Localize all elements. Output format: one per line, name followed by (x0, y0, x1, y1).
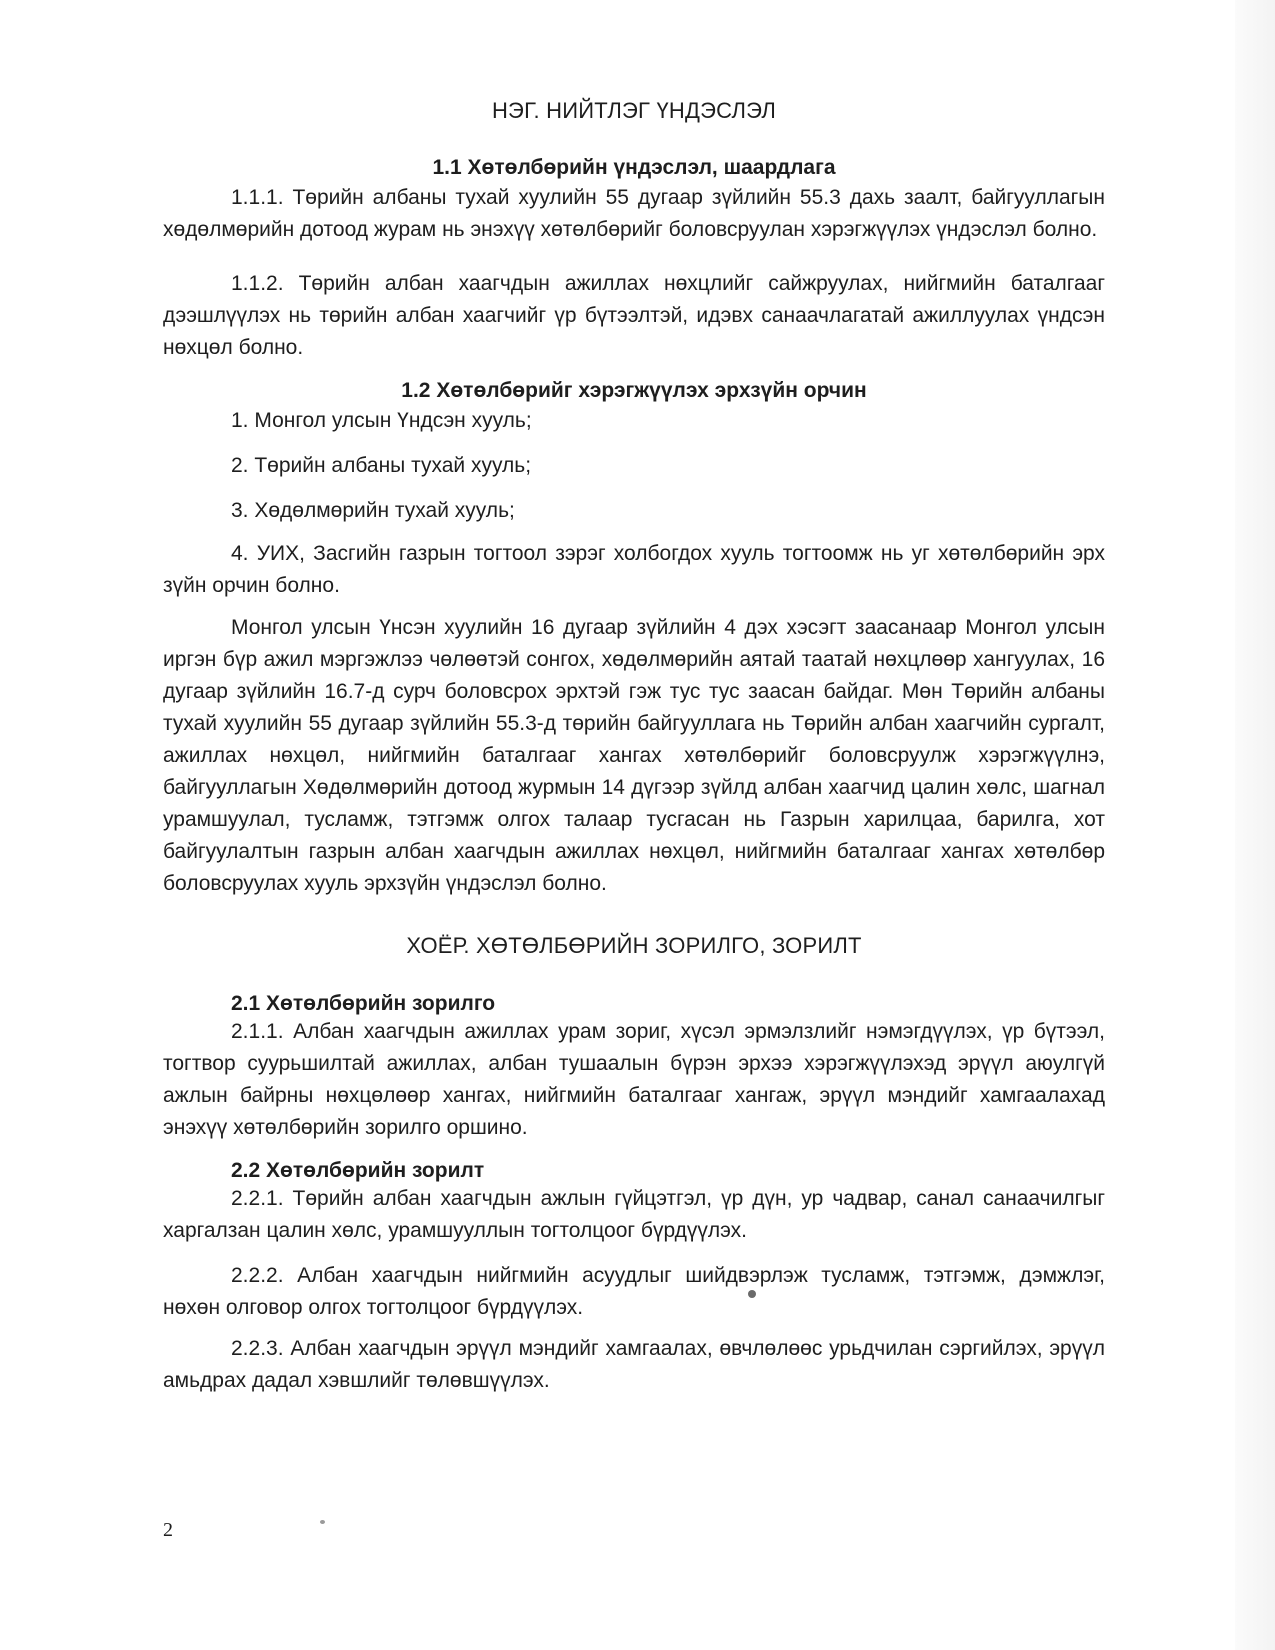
paragraph-2-2-3: 2.2.3. Албан хаагчдын эрүүл мэндийг хамгаалах, өвчлөлөөс урьдчилан сэргийлэх, эрүүл амьдрах дадал хэвшлийг төлөвшүүлэх. (163, 1337, 1105, 1392)
chapter-1-title: НЭГ. НИЙТЛЭГ ҮНДЭСЛЭЛ (491, 98, 777, 123)
paragraph-2-2-1: 2.2.1. Төрийн албан хаагчдын ажлын гүйцэтгэл, үр дүн, ур чадвар, санал санаачилгыг харгалзан цалин хөлс, урамшууллын тогтолцоог бүрдүүлэх. (163, 1187, 1105, 1242)
chapter-2-title: ХОЁР. ХӨТӨЛБӨРИЙН ЗОРИЛГО, ЗОРИЛТ (406, 933, 862, 958)
scan-speck (320, 1520, 325, 1524)
legal-basis-item-4: 4. УИХ, Засгийн газрын тогтоол зэрэг холбогдох хууль тогтоомж нь уг хөтөлбөрийн эрх зүйн орчин болно. (163, 542, 1105, 597)
paragraph-1-1-1: 1.1.1. Төрийн албаны тухай хуулийн 55 дугаар зүйлийн 55.3 дахь заалт, байгууллагын хөдөлмөрийн дотоод журам нь энэхүү хөтөлбөрийг боловсруулан хэрэгжүүлэх үндэслэл болно. (163, 186, 1105, 241)
legal-basis-item-3: 3. Хөдөлмөрийн тухай хууль; (231, 499, 515, 522)
scan-edge-shadow (1235, 0, 1275, 1650)
scan-speck (748, 1290, 756, 1298)
legal-basis-item-2: 2. Төрийн албаны тухай хууль; (231, 454, 532, 477)
legal-basis-paragraph: Монгол улсын Үнсэн хуулийн 16 дугаар зүйлийн 4 дэх хэсэгт заасанаар Монгол улсын иргэн бүр ажил мэргэжлээ чөлөөтэй сонгох, хөдөлмөрийн аятай таатай нөхцлөөр хангуулах, 16 дугаар зүйлийн 16.7-д сурч боловсрох эрхтэй гэж тус тус заасан байдаг. Мөн Төрийн албаны тухай хуулийн 55 дугаар зүйлийн 55.3-д төрийн байгууллага нь Төрийн албан хаагчийн сургалт, ажиллах нөхцөл, нийгмийн баталгааг хангах хөтөлбөрийг боловсруулж хэрэгжүүлнэ, байгууллагын Хөдөлмөрийн дотоод журмын 14 дүгээр зүйлд албан хаагчид цалин хөлс, шагнал урамшуулал, тусламж, тэтгэмж олгох талаар тусгасан нь Газрын харилцаа, барилга, хот байгуулалтын газрын албан хаагчдын ажиллах нөхцөл, нийгмийн баталгааг хангах хөтөлбөр боловсруулах хууль эрхзүйн үндэслэл болно. (163, 616, 1105, 895)
paragraph-1-1-2: 1.1.2. Төрийн албан хаагчдын ажиллах нөхцлийг сайжруулах, нийгмийн баталгааг дээшлүүлэх нь төрийн албан хаагчийг үр бүтээлтэй, идэвх санаачлагатай ажиллуулах үндсэн нөхцөл болно. (163, 272, 1105, 359)
section-2-1-heading: 2.1 Хөтөлбөрийн зорилго (231, 992, 496, 1015)
page-number: 2 (163, 1519, 173, 1541)
section-1-2-heading: 1.2 Хөтөлбөрийг хэрэгжүүлэх эрхзүйн орчин (401, 379, 867, 402)
section-1-1-heading: 1.1 Хөтөлбөрийн үндэслэл, шаардлага (432, 156, 836, 179)
section-2-2-heading: 2.2 Хөтөлбөрийн зорилт (231, 1159, 485, 1182)
legal-basis-item-1: 1. Монгол улсын Үндсэн хууль; (231, 409, 532, 432)
paragraph-2-1-1: 2.1.1. Албан хаагчдын ажиллах урам зориг, хүсэл эрмэлзлийг нэмэгдүүлэх, үр бүтээл, тогтвор суурьшилтай ажиллах, албан тушаалын бүрэн эрхээ хэрэгжүүлэхэд эрүүл аюулгүй ажлын байрны нөхцөлөөр хангах, нийгмийн баталгааг хангаж, эрүүл мэндийг хамгаалахад энэхүү хөтөлбөрийн зорилго оршино. (163, 1020, 1105, 1139)
paragraph-2-2-2: 2.2.2. Албан хаагчдын нийгмийн асуудлыг шийдвэрлэж тусламж, тэтгэмж, дэмжлэг, нөхөн олговор олгох тогтолцоог бүрдүүлэх. (163, 1264, 1105, 1319)
